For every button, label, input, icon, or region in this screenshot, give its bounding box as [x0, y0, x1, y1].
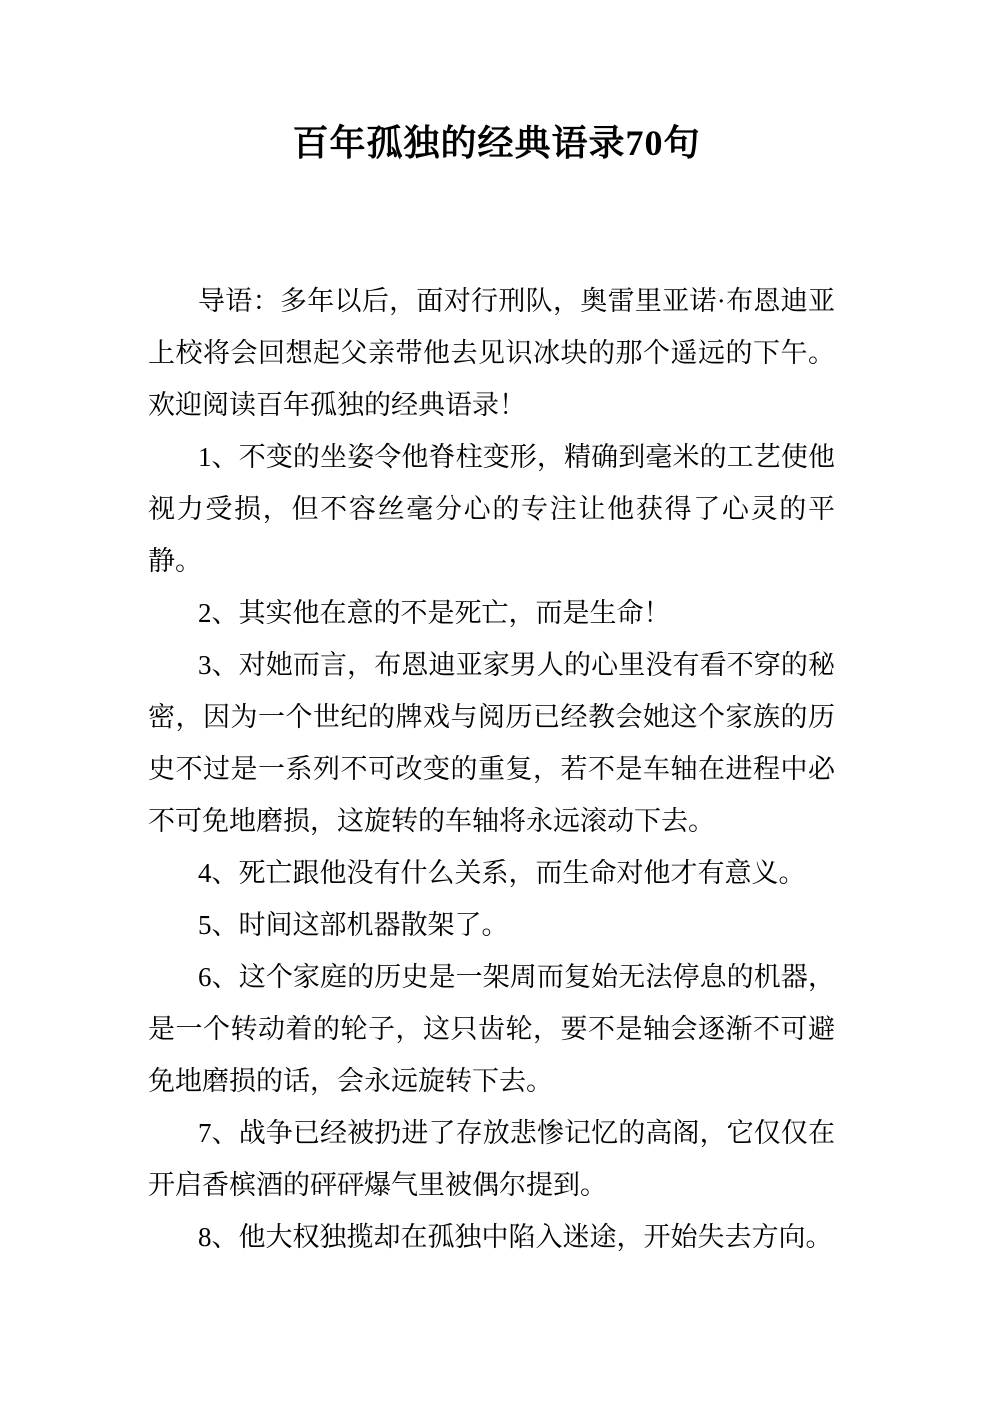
paragraph-quote-2: 2、其实他在意的不是死亡，而是生命！ — [198, 598, 671, 628]
paragraph-quote-8: 8、他大权独揽却在孤独中陷入迷途，开始失去方向。 — [198, 1222, 833, 1252]
paragraph-quote-1: 1、不变的坐姿令他脊柱变形，精确到毫米的工艺使他视力受损，但不容丝毫分心的专注让他获得了心灵的平静。 — [148, 442, 835, 576]
paragraph-quote-6: 6、这个家庭的历史是一架周而复始无法停息的机器，是一个转动着的轮子，这只齿轮，要不是轴会逐渐不可避免地磨损的话，会永远旋转下去。 — [148, 962, 835, 1096]
paragraph-intro: 导语：多年以后，面对行刑队，奥雷里亚诺·布恩迪亚上校将会回想起父亲带他去见识冰块的那个遥远的下午。欢迎阅读百年孤独的经典语录！ — [148, 286, 835, 420]
paragraph-quote-4: 4、死亡跟他没有什么关系，而生命对他才有意义。 — [198, 858, 806, 888]
paragraph-quote-5: 5、时间这部机器散架了。 — [198, 910, 509, 940]
document-title: 百年孤独的经典语录70句 — [292, 123, 701, 163]
paragraph-quote-7: 7、战争已经被扔进了存放悲惨记忆的高阁，它仅仅在开启香槟酒的砰砰爆气里被偶尔提到。 — [148, 1118, 835, 1200]
document-body — [148, 275, 835, 1263]
paragraph-quote-3: 3、对她而言，布恩迪亚家男人的心里没有看不穿的秘密，因为一个世纪的牌戏与阅历已经教会她这个家族的历史不过是一系列不可改变的重复，若不是车轴在进程中必不可免地磨损，这旋转的车轴将永远滚动下去。 — [148, 650, 835, 836]
